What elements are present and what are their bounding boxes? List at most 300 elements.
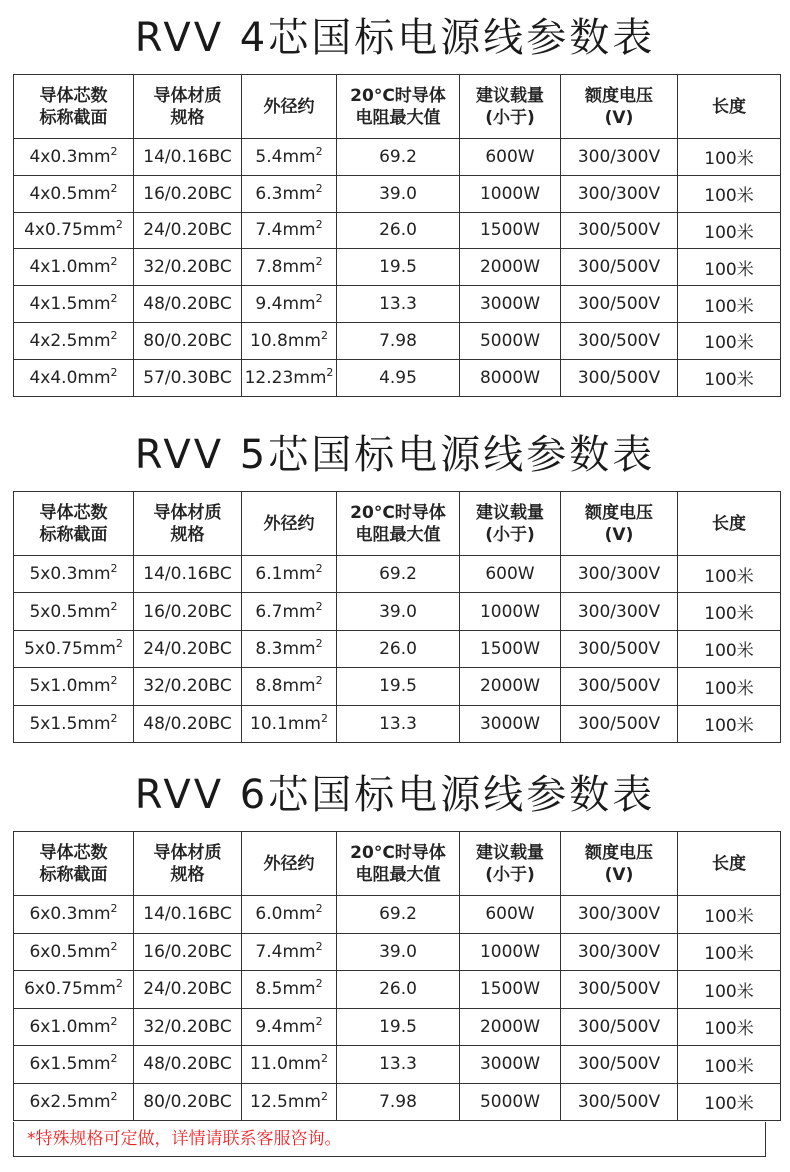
cell-value: 7.4mm [255,220,316,241]
cell-value: 300/500V [577,979,661,1000]
square-superscript: 2 [115,636,123,650]
cell-load [460,359,561,396]
cell-value: 32/0.20BC [143,257,232,278]
header-load [460,75,561,139]
header-length [678,492,781,556]
square-superscript: 2 [110,939,118,953]
header-line: (V) [604,864,634,885]
square-superscript: 2 [315,144,323,158]
table-row [14,1083,781,1121]
cell-value: 100米 [704,678,754,699]
cell-length [678,971,781,1009]
header-line: 建议载量 [476,85,544,106]
cell-material [134,933,242,971]
cell-value: 80/0.20BC [143,330,232,351]
cell-value: 9.4mm [255,1016,316,1037]
header-line: 外径约 [263,853,315,874]
cell-value: 600W [485,904,535,925]
cell-load [460,630,561,667]
table-row [14,212,781,249]
cell-value: 100米 [704,186,754,207]
cell-material [134,139,242,176]
cell-value: 69.2 [379,904,417,925]
header-line: 导体芯数 [39,502,108,523]
cell-value: 8.3mm [255,638,316,659]
header-line: 标称截面 [39,864,108,885]
cell-value: 100米 [704,566,754,587]
cell-resistance [337,322,460,359]
cell-value: 5000W [479,330,541,351]
cell-value: 2000W [479,1016,541,1037]
cell-value: 300/300V [577,564,661,585]
spec-table-5-core [13,491,781,743]
table-row [14,933,781,971]
header-line: 长度 [712,853,746,874]
header-diameter [242,492,337,556]
cell-value: 100米 [704,716,754,737]
cell-diameter [242,933,337,971]
table-row [14,971,781,1009]
cell-resistance [337,971,460,1009]
cell-value: 5.4mm [255,146,316,167]
cell-value: 6x0.75mm [24,979,116,1000]
cell-length [678,556,781,593]
cell-value: 600W [485,146,535,167]
cell-value: 3000W [479,294,541,315]
cell-value: 100米 [704,296,754,317]
cell-value: 3000W [479,713,541,734]
header-length [678,75,781,139]
header-voltage [561,492,678,556]
header-line: 导体芯数 [39,85,108,106]
cell-cross-section [14,1083,134,1121]
header-line: 长度 [712,513,746,534]
cell-value: 19.5 [379,676,417,697]
table-row [14,139,781,176]
cell-value: 100米 [704,149,754,170]
cell-value: 100米 [704,604,754,625]
cell-load [460,139,561,176]
cell-voltage [561,630,678,667]
cell-value: 4x0.75mm [24,220,116,241]
square-superscript: 2 [110,1052,118,1066]
cell-value: 300/300V [577,904,661,925]
table-row [14,556,781,593]
table-row [14,359,781,396]
cell-resistance [337,175,460,212]
square-superscript: 2 [315,902,323,916]
cell-diameter [242,175,337,212]
cell-value: 13.3 [379,294,417,315]
section-title-6-core: RVV 6芯国标电源线参数表 [134,772,656,818]
cell-value: 12.23mm [244,367,327,388]
cell-value: 39.0 [379,601,417,622]
cell-cross-section [14,705,134,742]
header-diameter [242,832,337,896]
square-superscript: 2 [326,365,334,379]
cell-material [134,1046,242,1084]
cell-cross-section [14,1046,134,1084]
cell-value: 6x1.5mm [29,1054,111,1075]
cell-material [134,668,242,705]
cell-load [460,593,561,630]
cell-value: 300/300V [577,146,661,167]
table-row [14,896,781,934]
cell-length [678,593,781,630]
cell-value: 5x0.3mm [29,564,111,585]
cell-load [460,322,561,359]
cell-value: 1500W [479,638,541,659]
square-superscript: 2 [110,292,118,306]
cell-value: 5x0.75mm [24,638,116,659]
table-header [14,75,781,139]
cell-resistance [337,933,460,971]
cell-diameter [242,668,337,705]
header-line: 导体材质 [153,502,222,523]
cell-value: 16/0.20BC [143,601,232,622]
cell-voltage [561,556,678,593]
table-row [14,593,781,630]
cell-length [678,668,781,705]
cell-value: 57/0.30BC [143,367,232,388]
cell-value: 6.3mm [255,183,316,204]
header-line: 额度电压 [585,502,653,523]
header-length [678,832,781,896]
cell-resistance [337,139,460,176]
cell-voltage [561,1008,678,1046]
cell-cross-section [14,971,134,1009]
cell-value: 6x0.5mm [29,941,111,962]
cell-load [460,896,561,934]
cell-material [134,249,242,286]
cell-value: 8.5mm [255,979,316,1000]
cell-length [678,359,781,396]
square-superscript: 2 [110,144,118,158]
cell-value: 1000W [479,601,541,622]
header-load [460,492,561,556]
cell-value: 26.0 [379,220,417,241]
table-header [14,832,781,896]
cell-cross-section [14,286,134,323]
square-superscript: 2 [110,365,118,379]
cell-value: 300/500V [577,1016,661,1037]
square-superscript: 2 [315,1014,323,1028]
square-superscript: 2 [315,674,323,688]
square-superscript: 2 [110,1014,118,1028]
cell-diameter [242,630,337,667]
header-line: 外径约 [263,513,315,534]
cell-diameter [242,139,337,176]
cell-value: 4x4.0mm [29,367,111,388]
square-superscript: 2 [315,218,323,232]
cell-value: 300/500V [577,294,661,315]
cell-value: 100米 [704,370,754,391]
cell-value: 8.8mm [255,676,316,697]
cell-load [460,1083,561,1121]
spec-table-6-core [13,831,781,1121]
cell-value: 24/0.20BC [143,220,232,241]
cell-value: 12.5mm [250,1091,321,1112]
cell-resistance [337,1008,460,1046]
cell-value: 13.3 [379,1054,417,1075]
square-superscript: 2 [320,328,328,342]
cell-length [678,322,781,359]
square-superscript: 2 [110,902,118,916]
cell-value: 8000W [479,367,541,388]
cell-value: 9.4mm [255,294,316,315]
cell-diameter [242,971,337,1009]
cell-value: 100米 [704,333,754,354]
cell-value: 26.0 [379,979,417,1000]
cell-value: 100米 [704,259,754,280]
cell-load [460,668,561,705]
cell-value: 4x1.0mm [29,257,111,278]
cell-value: 300/500V [577,676,661,697]
cell-material [134,593,242,630]
cell-resistance [337,556,460,593]
cell-material [134,1008,242,1046]
cell-material [134,556,242,593]
square-superscript: 2 [110,599,118,613]
cell-value: 7.98 [379,330,417,351]
cell-length [678,1046,781,1084]
square-superscript: 2 [315,292,323,306]
cell-value: 300/300V [577,183,661,204]
cell-load [460,971,561,1009]
cell-value: 5x0.5mm [29,601,111,622]
cell-material [134,175,242,212]
square-superscript: 2 [110,1089,118,1103]
cell-value: 10.1mm [250,713,321,734]
cell-diameter [242,322,337,359]
cell-value: 32/0.20BC [143,676,232,697]
cell-value: 2000W [479,257,541,278]
header-resistance [337,492,460,556]
spec-table-4-core [13,74,781,397]
cell-value: 1500W [479,979,541,1000]
cell-value: 48/0.20BC [143,294,232,315]
cell-load [460,556,561,593]
header-line: 建议载量 [476,842,544,863]
cell-value: 5x1.5mm [29,713,111,734]
cell-value: 300/500V [577,638,661,659]
cell-cross-section [14,556,134,593]
header-line: 电阻最大值 [355,524,441,545]
cell-material [134,1083,242,1121]
cell-material [134,630,242,667]
square-superscript: 2 [315,599,323,613]
header-material [134,492,242,556]
cell-value: 3000W [479,1054,541,1075]
cell-value: 26.0 [379,638,417,659]
cell-length [678,286,781,323]
cell-resistance [337,249,460,286]
square-superscript: 2 [315,977,323,991]
cell-load [460,1008,561,1046]
cell-resistance [337,1083,460,1121]
header-row [14,492,781,556]
header-line: 导体芯数 [39,842,108,863]
cell-cross-section [14,933,134,971]
cell-voltage [561,175,678,212]
cell-value: 300/300V [577,601,661,622]
cell-value: 39.0 [379,183,417,204]
header-row [14,832,781,896]
cell-voltage [561,1083,678,1121]
cell-voltage [561,705,678,742]
cell-resistance [337,668,460,705]
cell-value: 2000W [479,676,541,697]
table-body [14,556,781,743]
table-row [14,322,781,359]
cell-voltage [561,249,678,286]
cell-load [460,933,561,971]
cell-cross-section [14,1008,134,1046]
cell-voltage [561,933,678,971]
cell-value: 300/500V [577,1091,661,1112]
header-line: (小于) [485,524,535,545]
cell-length [678,175,781,212]
cell-cross-section [14,175,134,212]
cell-value: 300/300V [577,941,661,962]
cell-cross-section [14,896,134,934]
header-material [134,832,242,896]
cell-cross-section [14,322,134,359]
cell-load [460,212,561,249]
cell-value: 19.5 [379,257,417,278]
cell-value: 300/500V [577,367,661,388]
cell-diameter [242,556,337,593]
section-title-4-core: RVV 4芯国标电源线参数表 [134,15,656,61]
header-cross-section [14,832,134,896]
cell-voltage [561,212,678,249]
cell-voltage [561,322,678,359]
cell-resistance [337,705,460,742]
cell-value: 5x1.0mm [29,676,111,697]
cell-length [678,249,781,286]
cell-voltage [561,971,678,1009]
header-line: (小于) [485,864,535,885]
header-resistance [337,832,460,896]
cell-material [134,212,242,249]
cell-load [460,1046,561,1084]
cell-value: 300/500V [577,220,661,241]
header-line: 20°C时导体 [350,502,446,523]
cell-material [134,896,242,934]
cell-voltage [561,1046,678,1084]
header-line: (V) [604,107,634,128]
header-line: 导体材质 [153,85,222,106]
cell-value: 7.98 [379,1091,417,1112]
cell-voltage [561,359,678,396]
header-line: (V) [604,524,634,545]
square-superscript: 2 [315,181,323,195]
cell-resistance [337,286,460,323]
cell-resistance [337,593,460,630]
cell-value: 7.4mm [255,941,316,962]
cell-value: 5000W [479,1091,541,1112]
cell-value: 48/0.20BC [143,713,232,734]
square-superscript: 2 [110,562,118,576]
square-superscript: 2 [110,255,118,269]
cell-resistance [337,212,460,249]
cell-voltage [561,896,678,934]
table-row [14,1008,781,1046]
cell-cross-section [14,249,134,286]
header-cross-section [14,492,134,556]
cell-value: 11.0mm [250,1054,321,1075]
cell-value: 24/0.20BC [143,638,232,659]
cell-value: 69.2 [379,146,417,167]
cell-value: 600W [485,564,535,585]
cell-diameter [242,249,337,286]
table-row [14,175,781,212]
cell-diameter [242,593,337,630]
table-body [14,896,781,1121]
square-superscript: 2 [315,255,323,269]
square-superscript: 2 [315,636,323,650]
header-line: (小于) [485,107,535,128]
cell-diameter [242,359,337,396]
cell-value: 100米 [704,1056,754,1077]
cell-value: 4x2.5mm [29,330,111,351]
cell-material [134,971,242,1009]
cell-cross-section [14,593,134,630]
cell-value: 100米 [704,944,754,965]
header-line: 导体材质 [153,842,222,863]
table-row [14,249,781,286]
header-line: 长度 [712,96,746,117]
cell-diameter [242,212,337,249]
cell-value: 6.0mm [255,904,316,925]
cell-cross-section [14,212,134,249]
header-load [460,832,561,896]
cell-value: 32/0.20BC [143,1016,232,1037]
header-line: 规格 [170,864,205,885]
table-row [14,286,781,323]
cell-value: 48/0.20BC [143,1054,232,1075]
header-line: 电阻最大值 [355,107,441,128]
header-row [14,75,781,139]
cell-load [460,249,561,286]
cell-value: 4x1.5mm [29,294,111,315]
cell-resistance [337,359,460,396]
header-voltage [561,75,678,139]
header-resistance [337,75,460,139]
square-superscript: 2 [320,1089,328,1103]
cell-value: 14/0.16BC [143,904,232,925]
cell-value: 6x0.3mm [29,904,111,925]
cell-cross-section [14,668,134,705]
header-line: 额度电压 [585,85,653,106]
cell-length [678,630,781,667]
custom-spec-note: *特殊规格可定做，详情请联系客服咨询。 [13,1122,766,1157]
cell-value: 16/0.20BC [143,183,232,204]
cell-length [678,705,781,742]
header-line: 20°C时导体 [350,842,446,863]
square-superscript: 2 [315,562,323,576]
cell-value: 300/500V [577,1054,661,1075]
cell-value: 4.95 [379,367,417,388]
cell-diameter [242,1046,337,1084]
cell-value: 100米 [704,1019,754,1040]
cell-value: 80/0.20BC [143,1091,232,1112]
cell-value: 100米 [704,1094,754,1115]
cell-value: 19.5 [379,1016,417,1037]
cell-load [460,705,561,742]
cell-cross-section [14,139,134,176]
cell-value: 1500W [479,220,541,241]
